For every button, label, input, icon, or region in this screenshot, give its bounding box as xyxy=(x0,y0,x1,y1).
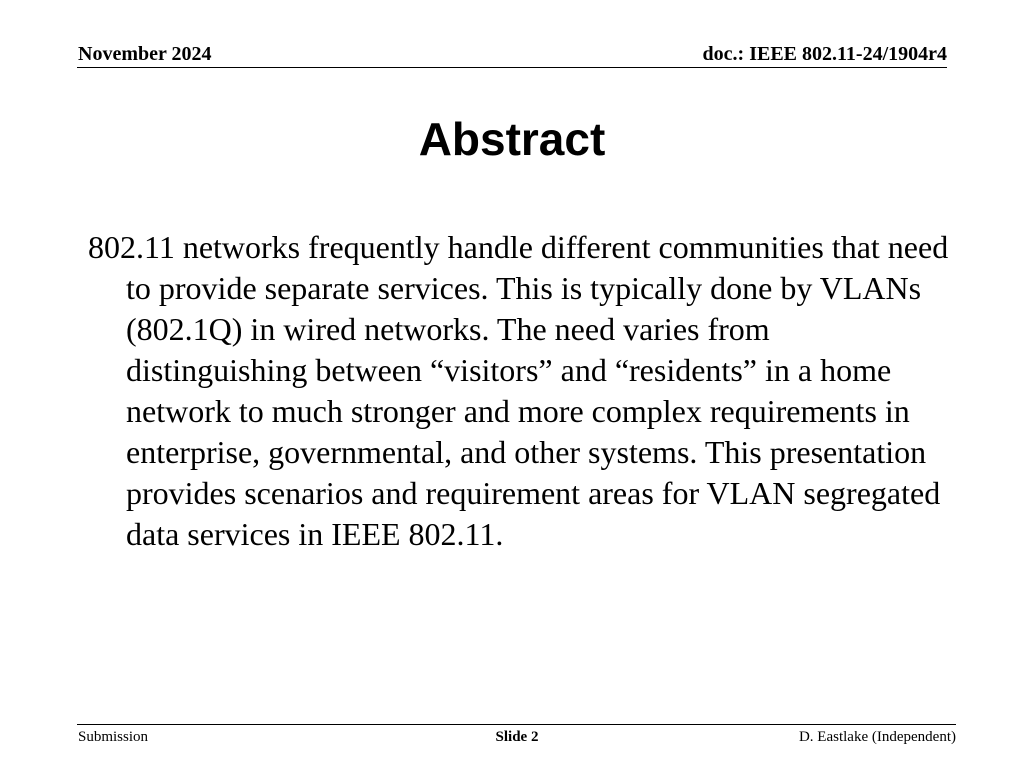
header-date: November 2024 xyxy=(78,43,212,65)
footer-divider xyxy=(77,724,956,725)
header-divider xyxy=(77,67,947,68)
header-document-id: doc.: IEEE 802.11-24/1904r4 xyxy=(702,43,947,65)
footer-author: D. Eastlake (Independent) xyxy=(798,729,956,745)
footer-submission-label: Submission xyxy=(78,729,149,745)
abstract-body-text: 802.11 networks frequently handle different communities that need to provide separate services. This is typically done by VLANs (802.1Q) in wired networks. The need varies from distinguishing between “visitors” and “residents” in a home network to much stronger and more complex requirements in enterprise, governmental, and other systems. This presentation provides scenarios and requirement areas for VLAN segregated data services in IEEE 802.11. xyxy=(88,229,949,552)
slide-title: Abstract xyxy=(418,113,606,165)
footer-slide-number: Slide 2 xyxy=(495,729,539,745)
